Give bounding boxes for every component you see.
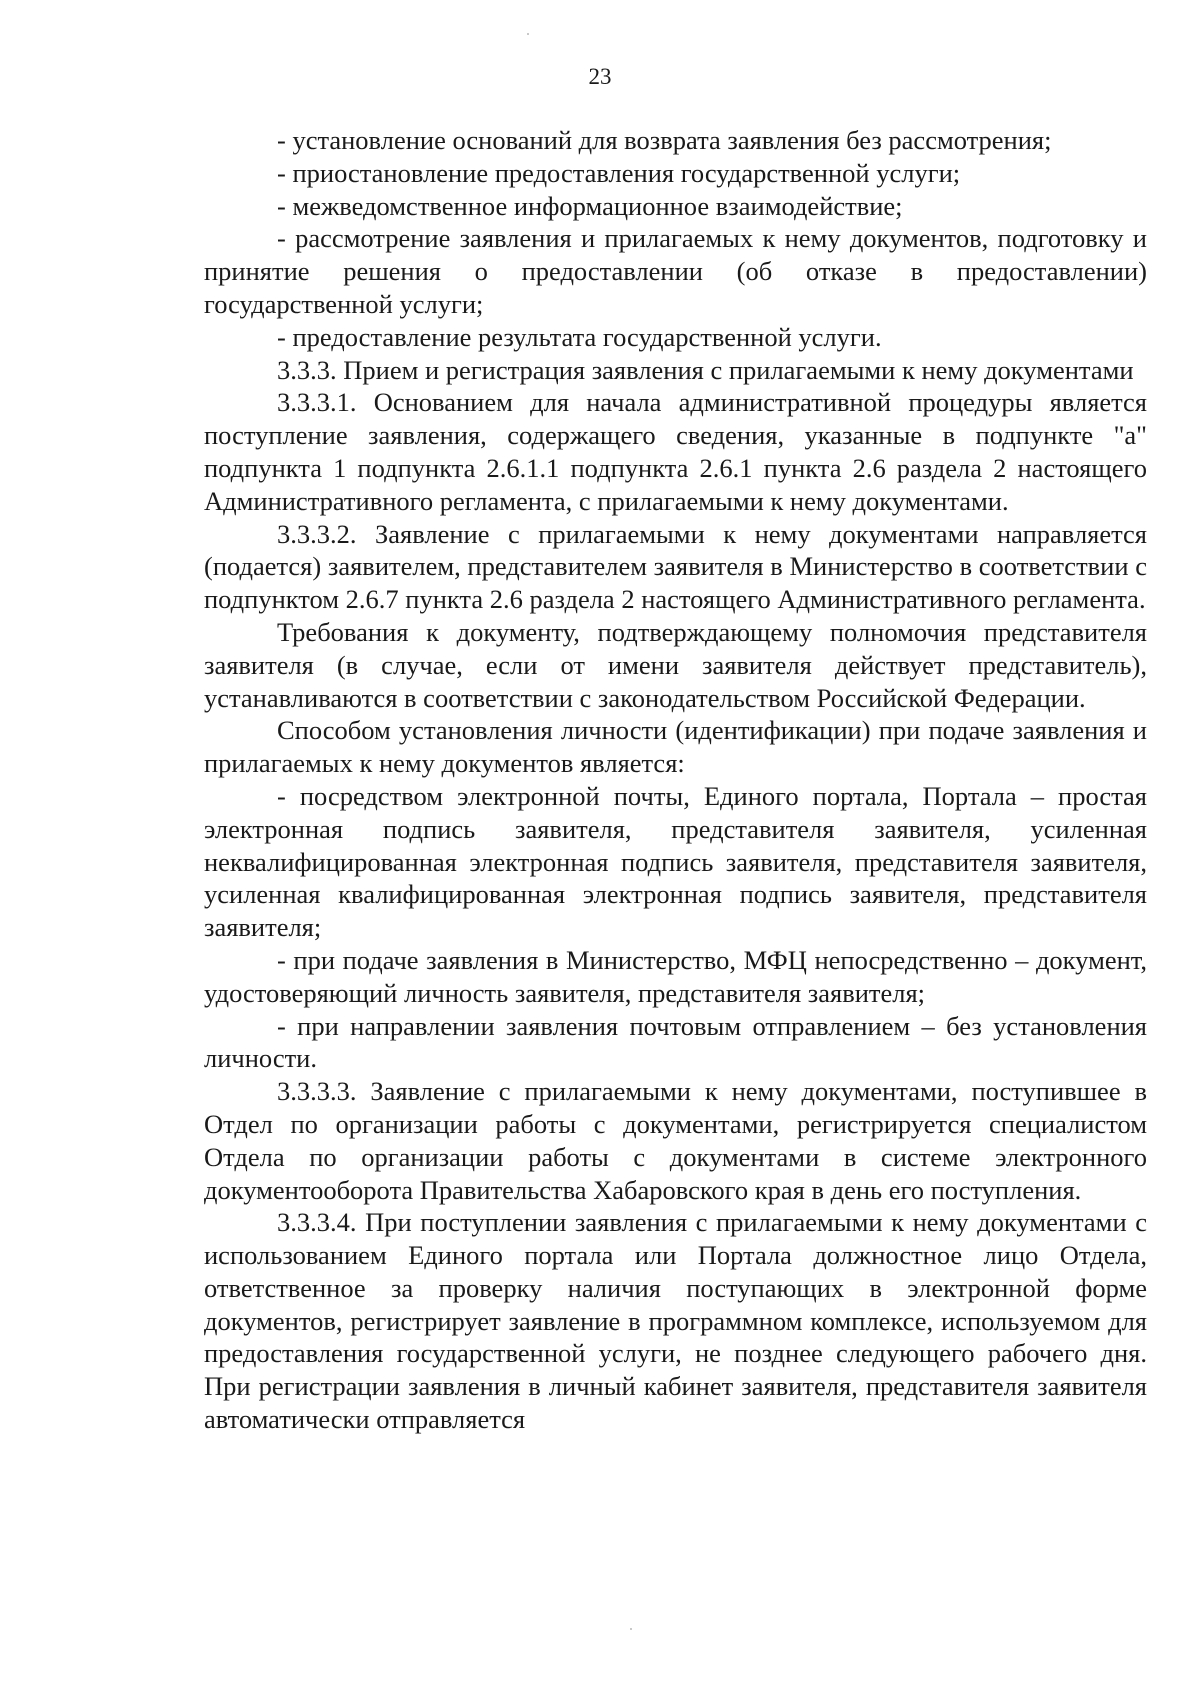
clause-3-3-3-3: 3.3.3.3. Заявление с прилагаемыми к нему документами, поступившее в Отдел по организации работы с документами, регистрируется специалистом Отдела по организации работы с документами в системе электронного документооборота Правительства Хабаровского края в день его поступления. (204, 1076, 1147, 1205)
list-item-suspension: - приостановление предоставления государственной услуги; (277, 157, 961, 188)
list-item-result-delivery: - предоставление результата государственной услуги. (277, 321, 882, 352)
clause-3-3-3-4: 3.3.3.4. При поступлении заявления с прилагаемыми к нему документами с использованием Единого портала или Портала должностное лицо Отдела, ответственное за проверку наличия поступающих в электронной форме документов, регистрирует заявление в программном комплексе, используемом для предоставления государственной услуги, не позднее следующего рабочего дня. При регистрации заявления в личный кабинет заявителя, представителя заявителя автоматически отправляется (204, 1207, 1147, 1435)
scan-speck (527, 33, 529, 35)
paragraph-representative-requirements: Требования к документу, подтверждающему полномочия представителя заявителя (в случае, если от имени заявителя действует представитель), устанавливаются в соответствии с законодательством Российской Федерации. (204, 616, 1147, 713)
scan-speck (630, 1628, 632, 1630)
clause-3-3-3-2: 3.3.3.2. Заявление с прилагаемыми к нему документами направляется (подается) заявителем, представителем заявителя в Министерство в соответствии с подпунктом 2.6.7 пункта 2.6 раздела 2 настоящего Административного регламента. (204, 518, 1147, 615)
list-item-review-and-decision: - рассмотрение заявления и прилагаемых к нему документов, подготовку и принятие решения о предоставлении (об отказе в предоставлении) государственной услуги; (204, 223, 1147, 319)
section-heading-3-3-3: 3.3.3. Прием и регистрация заявления с прилагаемыми к нему документами (277, 354, 1134, 385)
list-item-electronic-signature: - посредством электронной почты, Единого портала, Портала – простая электронная подпись заявителя, представителя заявителя, усиленная неквалифицированная электронная подпись заявителя, представителя заявителя, усиленная квалифицированная электронная подпись заявителя, представителя заявителя; (204, 780, 1147, 943)
list-item-interagency-cooperation: - межведомственное информационное взаимодействие; (277, 190, 903, 221)
document-body (204, 124, 1147, 1436)
list-item-in-person-identification: - при подаче заявления в Министерство, МФЦ непосредственно – документ, удостоверяющий личность заявителя, представителя заявителя; (204, 944, 1147, 1008)
page-number: 23 (588, 64, 612, 89)
paragraph-identification-method: Способом установления личности (идентификации) при подаче заявления и прилагаемых к нему документов является: (204, 715, 1147, 779)
list-item-return-grounds: - установление оснований для возврата заявления без рассмотрения; (277, 125, 1052, 155)
clause-3-3-3-1: 3.3.3.1. Основанием для начала административной процедуры является поступление заявления, содержащего сведения, указанные в подпункте "а" подпункта 1 подпункта 2.6.1.1 подпункта 2.6.1 пункта 2.6 раздела 2 настоящего Административного регламента, с прилагаемыми к нему документами. (204, 387, 1147, 516)
list-item-postal-submission: - при направлении заявления почтовым отправлением – без установления личности. (204, 1010, 1147, 1074)
